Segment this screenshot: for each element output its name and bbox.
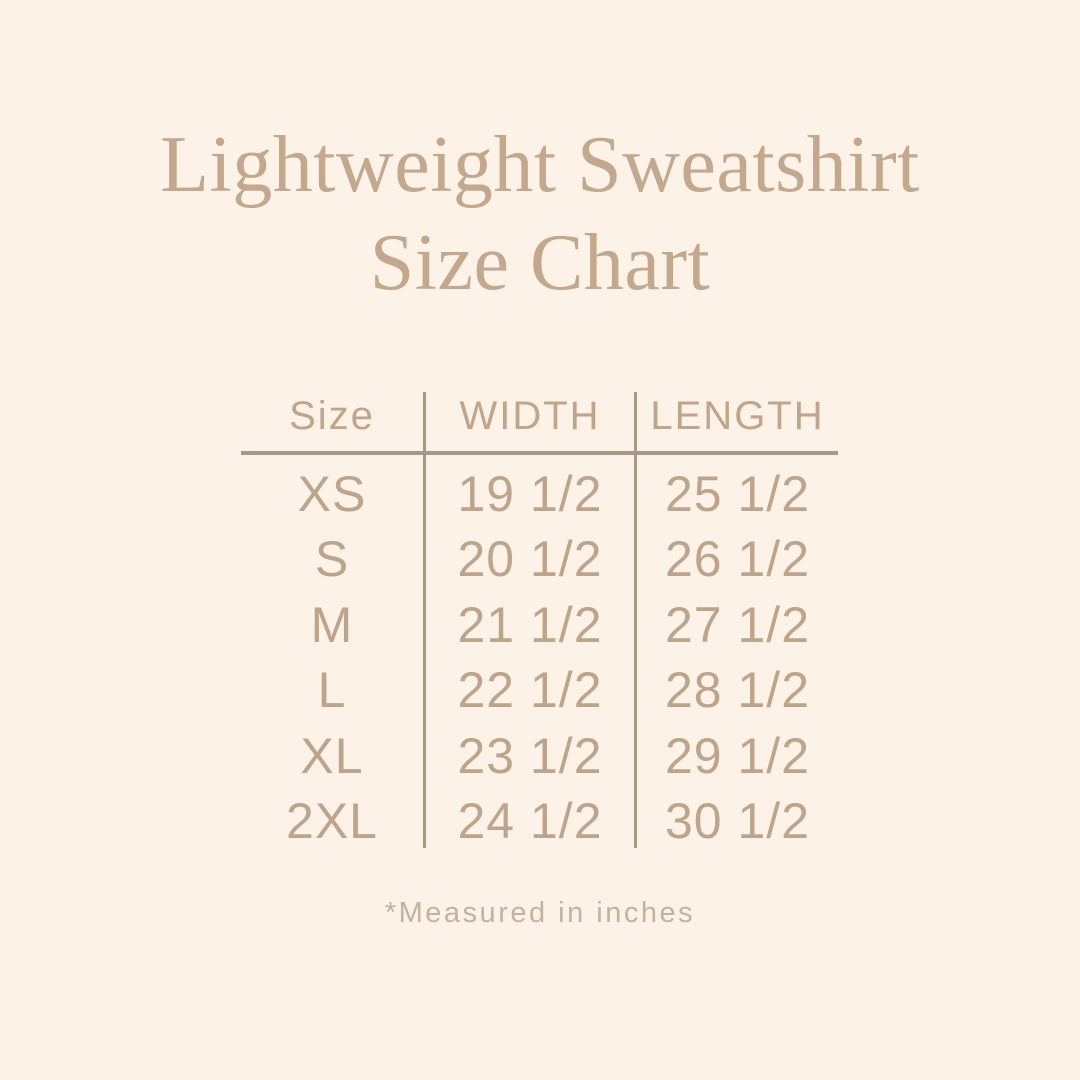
page-title-line-1: Lightweight Sweatshirt [160,121,920,209]
column-header-length: LENGTH [650,394,825,438]
size-label: 2XL [286,793,378,850]
width-value: 19 1/2 [423,455,637,521]
length-value: 29 1/2 [664,727,810,784]
column-header-width: WIDTH [423,392,637,451]
length-value: 27 1/2 [664,596,810,653]
table-row [241,717,838,783]
table-row [241,455,838,521]
column-header-size: Size [289,394,375,438]
length-value: 28 1/2 [664,662,810,719]
width-value: 20 1/2 [423,521,637,587]
size-chart-table [241,392,838,848]
table-row [241,586,838,652]
width-value: 22 1/2 [423,652,637,718]
table-header-row [241,392,838,455]
table-row [241,521,838,587]
width-value: 23 1/2 [423,717,637,783]
size-label: L [317,662,347,719]
width-value: 24 1/2 [423,783,637,849]
size-label: S [314,531,350,588]
table-row [241,652,838,718]
footnote: *Measured in inches [384,897,696,929]
size-label: XL [300,727,364,784]
page-title-line-2: Size Chart [369,219,711,307]
length-value: 26 1/2 [664,531,810,588]
size-label: XS [297,465,367,522]
width-value: 21 1/2 [423,586,637,652]
table-row [241,783,838,849]
page-title [0,116,1080,312]
size-label: M [310,596,354,653]
length-value: 25 1/2 [664,465,810,522]
length-value: 30 1/2 [664,793,810,850]
